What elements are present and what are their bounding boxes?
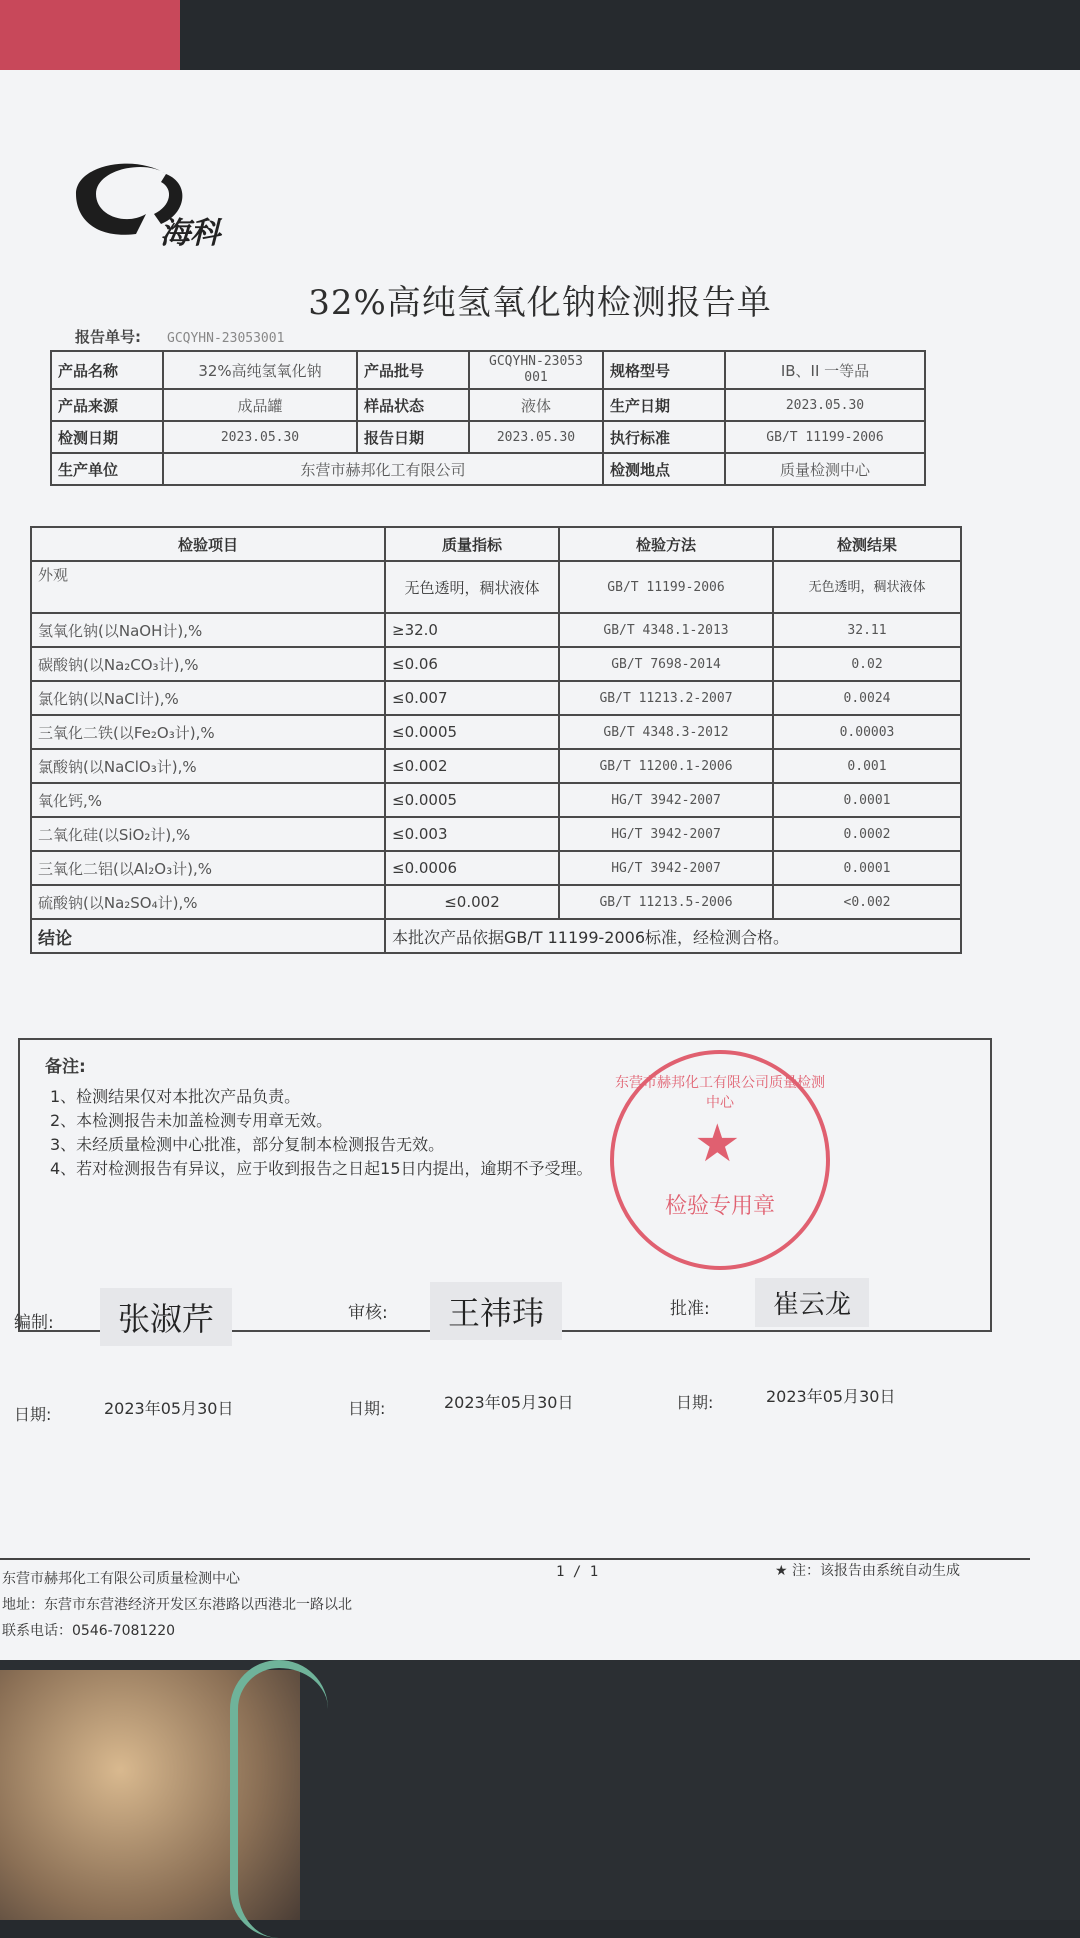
reviewer-label: 审核: xyxy=(348,1303,388,1323)
inspection-seal-stamp xyxy=(610,1050,830,1270)
footer-phone: 联系电话：0546-7081220 xyxy=(2,1623,176,1639)
test-date-label: 检测日期 xyxy=(51,421,163,453)
background-cable xyxy=(230,1660,328,1938)
row-result: <0.002 xyxy=(773,885,961,919)
footer-note: ★ 注：该报告由系统自动生成 xyxy=(775,1563,961,1579)
reviewer-date: 2023年05月30日 xyxy=(444,1393,574,1412)
note-line: 2、本检测报告未加盖检测专用章无效。 xyxy=(50,1111,333,1130)
star-icon: ★ xyxy=(694,1114,741,1174)
row-item: 二氧化硅(以SiO₂计),% xyxy=(31,817,385,851)
row-result: 无色透明，稠状液体 xyxy=(773,561,961,613)
reviewer-date-label: 日期: xyxy=(348,1399,386,1418)
notes-heading: 备注: xyxy=(45,1057,86,1077)
state-label: 样品状态 xyxy=(357,389,469,421)
row-method: GB/T 7698-2014 xyxy=(559,647,773,681)
row-item: 氯化钠(以NaCl计),% xyxy=(31,681,385,715)
header-spec: 质量指标 xyxy=(385,527,559,561)
row-spec: ≤0.0005 xyxy=(385,783,559,817)
row-method: HG/T 3942-2007 xyxy=(559,817,773,851)
row-item: 硫酸钠(以Na₂SO₄计),% xyxy=(31,885,385,919)
footer-address: 地址：东营市东营港经济开发区东港路以西港北一路以北 xyxy=(2,1597,352,1613)
editor-label: 编制: xyxy=(14,1313,54,1333)
brand-name: 海科 xyxy=(160,216,220,251)
product-info-table xyxy=(50,350,926,486)
row-result: 0.02 xyxy=(773,647,961,681)
editor-date-label: 日期: xyxy=(14,1405,52,1424)
test-results-table xyxy=(30,526,962,954)
standard-value: GB/T 11199-2006 xyxy=(725,421,925,453)
table-row xyxy=(31,681,961,715)
row-spec: ≤0.007 xyxy=(385,681,559,715)
row-item: 外观 xyxy=(31,561,385,613)
seal-ring-text: 东营市赫邦化工有限公司质量检测中心 xyxy=(615,1075,825,1111)
table-row xyxy=(31,647,961,681)
row-result: 32.11 xyxy=(773,613,961,647)
row-method: HG/T 3942-2007 xyxy=(559,783,773,817)
row-result: 0.0001 xyxy=(773,851,961,885)
row-item: 氧化钙,% xyxy=(31,783,385,817)
row-method: GB/T 11213.2-2007 xyxy=(559,681,773,715)
site-label: 检测地点 xyxy=(603,453,725,485)
spec-value: IB、II 一等品 xyxy=(725,351,925,389)
row-spec: 无色透明，稠状液体 xyxy=(385,561,559,613)
row-method: GB/T 11199-2006 xyxy=(559,561,773,613)
row-item: 三氧化二铝(以Al₂O₃计),% xyxy=(31,851,385,885)
row-method: HG/T 3942-2007 xyxy=(559,851,773,885)
product-name-label: 产品名称 xyxy=(51,351,163,389)
row-method: GB/T 4348.3-2012 xyxy=(559,715,773,749)
test-date-value: 2023.05.30 xyxy=(163,421,357,453)
table-row xyxy=(31,783,961,817)
source-label: 产品来源 xyxy=(51,389,163,421)
row-spec: ≤0.003 xyxy=(385,817,559,851)
table-row xyxy=(31,749,961,783)
row-spec: ≤0.06 xyxy=(385,647,559,681)
header-item: 检验项目 xyxy=(31,527,385,561)
note-line: 4、若对检测报告有异议，应于收到报告之日起15日内提出，逾期不予受理。 xyxy=(50,1159,593,1178)
reviewer-signature: 王祎玮 xyxy=(430,1282,562,1340)
conclusion-label: 结论 xyxy=(31,919,385,953)
row-method: GB/T 11200.1-2006 xyxy=(559,749,773,783)
row-result: 0.00003 xyxy=(773,715,961,749)
maker-value: 东营市赫邦化工有限公司 xyxy=(163,453,603,485)
batch-value: GCQYHN-23053 001 xyxy=(469,351,603,389)
approver-date: 2023年05月30日 xyxy=(766,1387,896,1406)
state-value: 液体 xyxy=(469,389,603,421)
editor-date: 2023年05月30日 xyxy=(104,1399,234,1418)
table-row xyxy=(31,715,961,749)
row-result: 0.0001 xyxy=(773,783,961,817)
source-value: 成品罐 xyxy=(163,389,357,421)
row-item: 碳酸钠(以Na₂CO₃计),% xyxy=(31,647,385,681)
prod-date-value: 2023.05.30 xyxy=(725,389,925,421)
approver-label: 批准: xyxy=(670,1299,710,1319)
footer-org: 东营市赫邦化工有限公司质量检测中心 xyxy=(2,1571,240,1587)
report-sheet xyxy=(0,70,1080,1660)
conclusion-row xyxy=(31,919,961,953)
row-item: 三氧化二铁(以Fe₂O₃计),% xyxy=(31,715,385,749)
footer-page: 1 / 1 xyxy=(556,1564,599,1580)
row-method: GB/T 11213.5-2006 xyxy=(559,885,773,919)
table-row xyxy=(31,851,961,885)
maker-label: 生产单位 xyxy=(51,453,163,485)
note-line: 3、未经质量检测中心批准，部分复制本检测报告无效。 xyxy=(50,1135,445,1154)
batch-label: 产品批号 xyxy=(357,351,469,389)
report-number-label: 报告单号: xyxy=(75,328,141,346)
row-spec: ≤0.0005 xyxy=(385,715,559,749)
table-row xyxy=(31,613,961,647)
approver-date-label: 日期: xyxy=(676,1393,714,1412)
site-value: 质量检测中心 xyxy=(725,453,925,485)
approver-signature: 崔云龙 xyxy=(755,1278,869,1327)
background-fabric xyxy=(0,0,180,70)
page-title: 32%高纯氢氧化钠检测报告单 xyxy=(308,283,772,323)
product-name-value: 32%高纯氢氧化钠 xyxy=(163,351,357,389)
row-result: 0.0002 xyxy=(773,817,961,851)
seal-text: 检验专用章 xyxy=(664,1194,775,1219)
prod-date-label: 生产日期 xyxy=(603,389,725,421)
report-number-value: GCQYHN-23053001 xyxy=(167,331,285,346)
row-item: 氯酸钠(以NaClO₃计),% xyxy=(31,749,385,783)
table-row xyxy=(31,561,961,613)
table-row xyxy=(31,817,961,851)
report-date-value: 2023.05.30 xyxy=(469,421,603,453)
row-result: 0.0024 xyxy=(773,681,961,715)
conclusion-text: 本批次产品依据GB/T 11199-2006标准，经检测合格。 xyxy=(385,919,961,953)
row-spec: ≤0.0006 xyxy=(385,851,559,885)
row-spec: ≤0.002 xyxy=(385,885,559,919)
header-method: 检验方法 xyxy=(559,527,773,561)
row-spec: ≤0.002 xyxy=(385,749,559,783)
row-item: 氢氧化钠(以NaOH计),% xyxy=(31,613,385,647)
report-number xyxy=(75,326,284,347)
note-line: 1、检测结果仅对本批次产品负责。 xyxy=(50,1087,301,1106)
row-spec: ≥32.0 xyxy=(385,613,559,647)
header-result: 检测结果 xyxy=(773,527,961,561)
editor-signature: 张淑芹 xyxy=(100,1288,232,1346)
table-row xyxy=(31,885,961,919)
standard-label: 执行标准 xyxy=(603,421,725,453)
spec-label: 规格型号 xyxy=(603,351,725,389)
row-method: GB/T 4348.1-2013 xyxy=(559,613,773,647)
report-date-label: 报告日期 xyxy=(357,421,469,453)
row-result: 0.001 xyxy=(773,749,961,783)
